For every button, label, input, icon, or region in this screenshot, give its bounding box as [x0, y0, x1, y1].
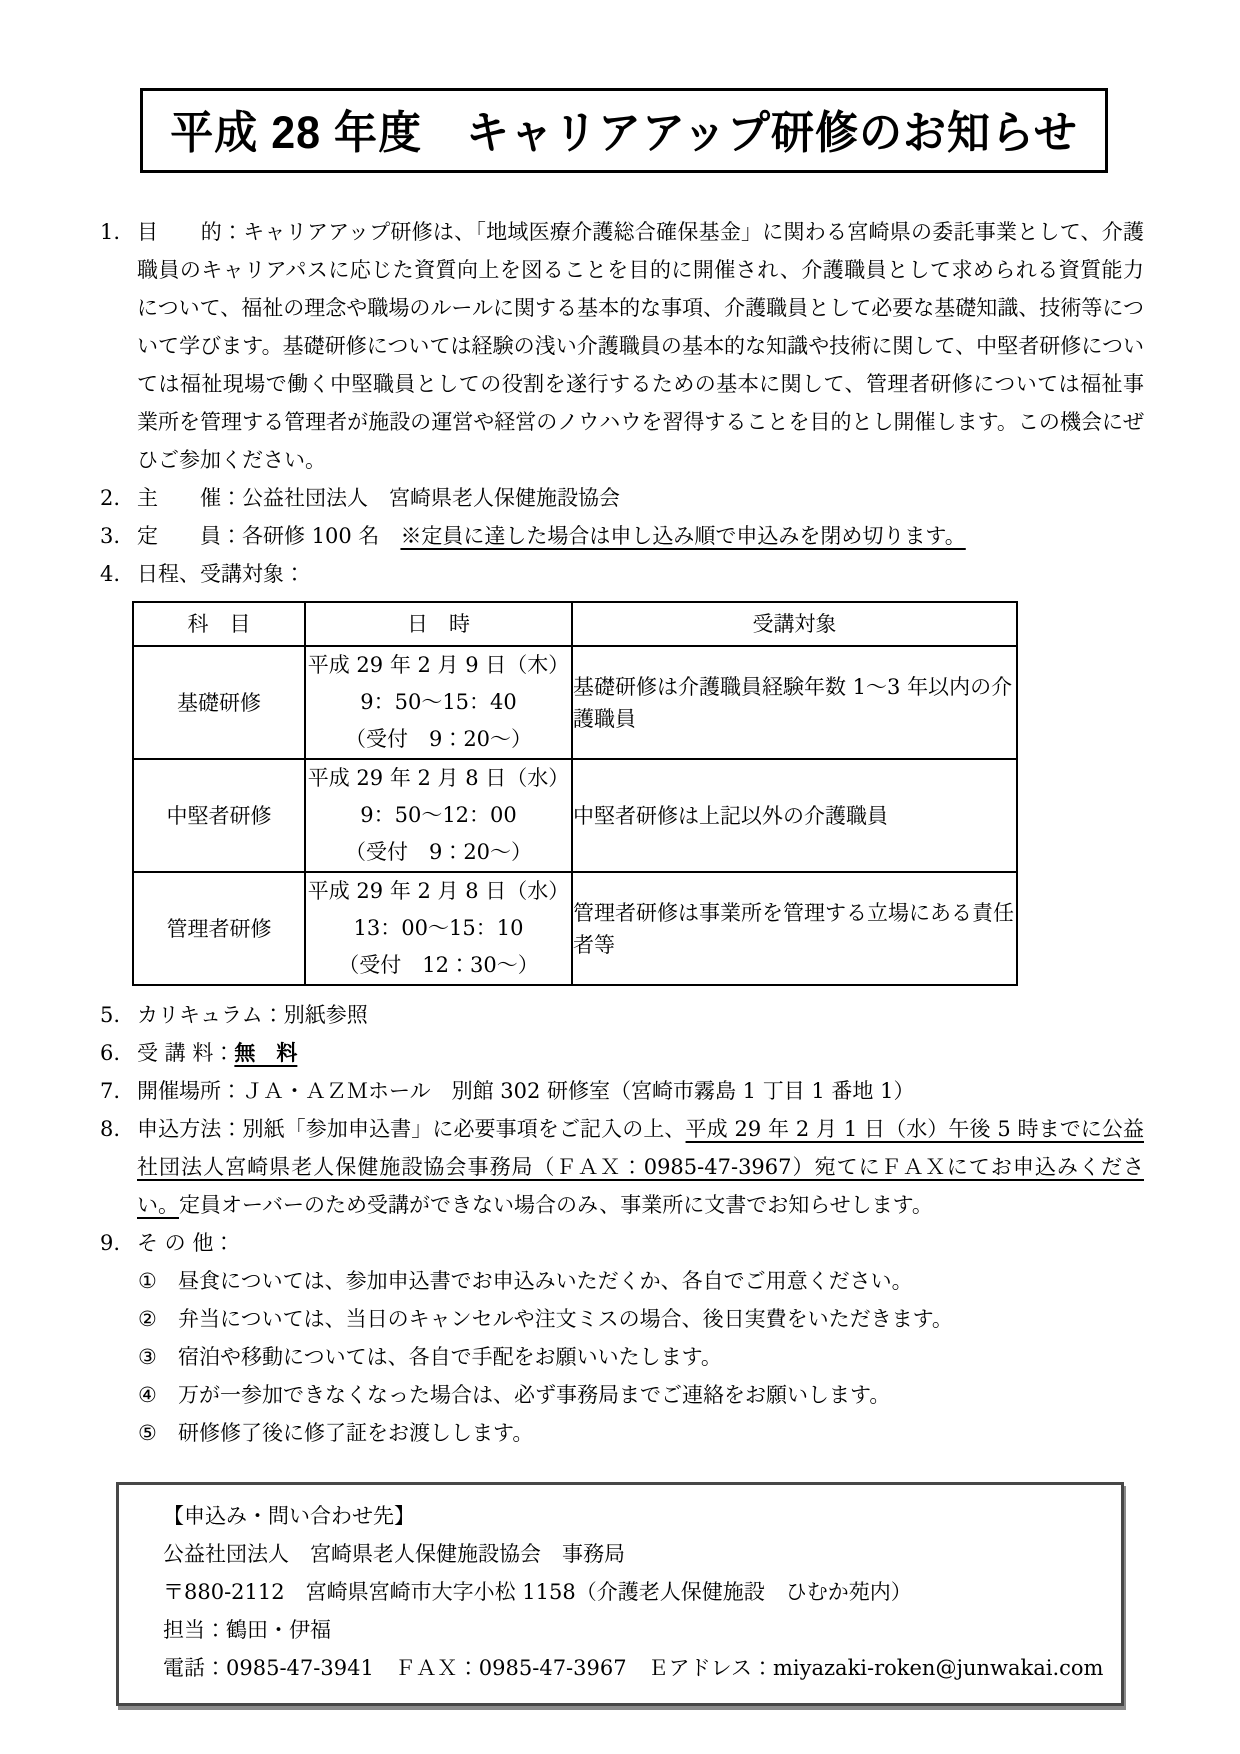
- fee-prefix: 受 講 料：: [137, 1041, 235, 1065]
- item-number: 5.: [100, 1003, 121, 1027]
- contact-phone-fax-email: 電話：0985-47-3941 ＦＡＸ：0985-47-3967 Ｅアドレス：miyazaki-roken@junwakai.com: [163, 1656, 1104, 1680]
- fee-text: [137, 1034, 1144, 1072]
- capacity-text: [137, 517, 1144, 555]
- item-number: 9.: [100, 1231, 121, 1255]
- contact-address: 〒880-2112 宮崎県宮崎市大字小松 1158（介護老人保健施設 ひむか苑内）: [163, 1580, 912, 1604]
- item-number: 3.: [100, 524, 121, 548]
- sub-item-text: 宿泊や移動については、各自で手配をお願いいたします。: [178, 1345, 722, 1369]
- sub-item-lunch: [138, 1262, 1144, 1300]
- table-header-row: [133, 602, 1017, 646]
- list-item-schedule-label: [100, 555, 1144, 593]
- contact-box: [116, 1482, 1124, 1706]
- date-line: 平成 29 年 2 月 8 日（水）: [307, 766, 570, 790]
- table-row-intermediate: [133, 759, 1017, 872]
- schedule-label-text: 日程、受講対象：: [137, 562, 305, 586]
- date-cell: [305, 646, 572, 759]
- other-label-text: そ の 他：: [137, 1231, 235, 1255]
- circled-number: ⑤: [138, 1421, 157, 1445]
- time-line: 9：50～12：00: [360, 803, 517, 827]
- item-number: 6.: [100, 1041, 121, 1065]
- list-item-venue: [100, 1072, 1144, 1110]
- circled-number: ②: [138, 1307, 157, 1331]
- notice-list: [100, 213, 1144, 1452]
- item-number: 4.: [100, 562, 121, 586]
- target-cell: 管理者研修は事業所を管理する立場にある責任者等: [572, 872, 1017, 985]
- application-part1: 申込方法：別紙「参加申込書」に必要事項をご記入の上、: [137, 1117, 686, 1141]
- time-line: 9：50～15：40: [360, 690, 517, 714]
- sub-item-cancellation: [138, 1376, 1144, 1414]
- venue-text: 開催場所：ＪＡ・ＡＺＭホール 別館 302 研修室（宮崎市霧島 1 丁目 1 番地 1）: [137, 1079, 915, 1103]
- contact-org: 公益社団法人 宮崎県老人保健施設協会 事務局: [163, 1542, 625, 1566]
- item-number: 7.: [100, 1079, 121, 1103]
- reception-line: （受付 12：30～）: [338, 953, 539, 977]
- list-item-purpose: [100, 213, 1144, 479]
- list-item-other: [100, 1224, 1144, 1262]
- list-item-capacity: [100, 517, 1144, 555]
- date-cell: [305, 759, 572, 872]
- circled-number: ④: [138, 1383, 157, 1407]
- sub-item-certificate: [138, 1414, 1144, 1452]
- schedule-table: [132, 601, 1018, 986]
- table-row-manager: [133, 872, 1017, 985]
- sub-item-text: 昼食については、参加申込書でお申込みいただくか、各自でご用意ください。: [178, 1269, 913, 1293]
- target-cell: 中堅者研修は上記以外の介護職員: [572, 759, 1017, 872]
- list-item-host: [100, 479, 1144, 517]
- host-text: 主 催：公益社団法人 宮崎県老人保健施設協会: [137, 486, 620, 510]
- header-datetime: 日 時: [305, 602, 572, 646]
- title-box: [140, 88, 1108, 173]
- sub-item-lodging: [138, 1338, 1144, 1376]
- list-item-application: [100, 1110, 1144, 1224]
- subject-cell: 中堅者研修: [133, 759, 305, 872]
- contact-heading: 【申込み・問い合わせ先】: [163, 1504, 415, 1528]
- subject-cell: 基礎研修: [133, 646, 305, 759]
- reception-line: （受付 9：20～）: [344, 840, 533, 864]
- subject-cell: 管理者研修: [133, 872, 305, 985]
- item-number: 1.: [100, 220, 121, 244]
- sub-item-text: 万が一参加できなくなった場合は、必ず事務局までご連絡をお願いします。: [178, 1383, 891, 1407]
- circled-number: ③: [138, 1345, 157, 1369]
- header-target: 受講対象: [572, 602, 1017, 646]
- application-text: [137, 1110, 1144, 1224]
- item-number: 8.: [100, 1117, 121, 1141]
- application-part3: 定員オーバーのため受講ができない場合のみ、事業所に文書でお知らせします。: [179, 1193, 933, 1217]
- list-item-curriculum: [100, 996, 1144, 1034]
- capacity-note-underlined: ※定員に達した場合は申し込み順で申込みを閉め切ります。: [400, 524, 966, 548]
- sub-item-text: 研修修了後に修了証をお渡しします。: [178, 1421, 534, 1445]
- time-line: 13：00～15：10: [353, 916, 524, 940]
- sub-item-bento: [138, 1300, 1144, 1338]
- reception-line: （受付 9：20～）: [344, 727, 533, 751]
- date-line: 平成 29 年 2 月 9 日（木）: [307, 653, 570, 677]
- date-line: 平成 29 年 2 月 8 日（水）: [307, 879, 570, 903]
- date-cell: [305, 872, 572, 985]
- table-row-basic: [133, 646, 1017, 759]
- contact-staff: 担当：鶴田・伊福: [163, 1618, 331, 1642]
- target-cell: 基礎研修は介護職員経験年数 1～3 年以内の介護職員: [572, 646, 1017, 759]
- header-subject: 科 目: [133, 602, 305, 646]
- other-sub-list: [138, 1262, 1144, 1452]
- list-item-fee: [100, 1034, 1144, 1072]
- curriculum-text: カリキュラム：別紙参照: [137, 1003, 368, 1027]
- sub-item-text: 弁当については、当日のキャンセルや注文ミスの場合、後日実費をいただきます。: [178, 1307, 953, 1331]
- item-number: 2.: [100, 486, 121, 510]
- fee-value: 無 料: [234, 1040, 298, 1065]
- application-deadline-underlined: 平成 29 年 2 月 1 日（水）午後 5 時までに公益社団法人宮崎県老人保健施設協会事務局（ＦＡＸ：0985-47-3967）宛てにＦＡＸにてお申込みください。: [137, 1117, 1144, 1217]
- purpose-text: 目 的：キャリアアップ研修は、「地域医療介護総合確保基金」に関わる宮崎県の委託事業として、介護職員のキャリアパスに応じた資質向上を図ることを目的に開催され、介護職員として求められる資質能力について、福祉の理念や職場のルールに関する基本的な事項、介護職員として必要な基礎知識、技術等について学びます。基礎研修については経験の浅い介護職員の基本的な知識や技術に関して、中堅者研修については福祉現場で働く中堅職員としての役割を遂行するための基本に関して、管理者研修については福祉事業所を管理する管理者が施設の運営や経営のノウハウを習得することを目的とし開催します。この機会にぜひご参加ください。: [137, 220, 1144, 472]
- page-title: 平成 28 年度 キャリアアップ研修のお知らせ: [170, 107, 1078, 159]
- capacity-prefix: 定 員：各研修 100 名: [137, 524, 401, 548]
- circled-number: ①: [138, 1269, 157, 1293]
